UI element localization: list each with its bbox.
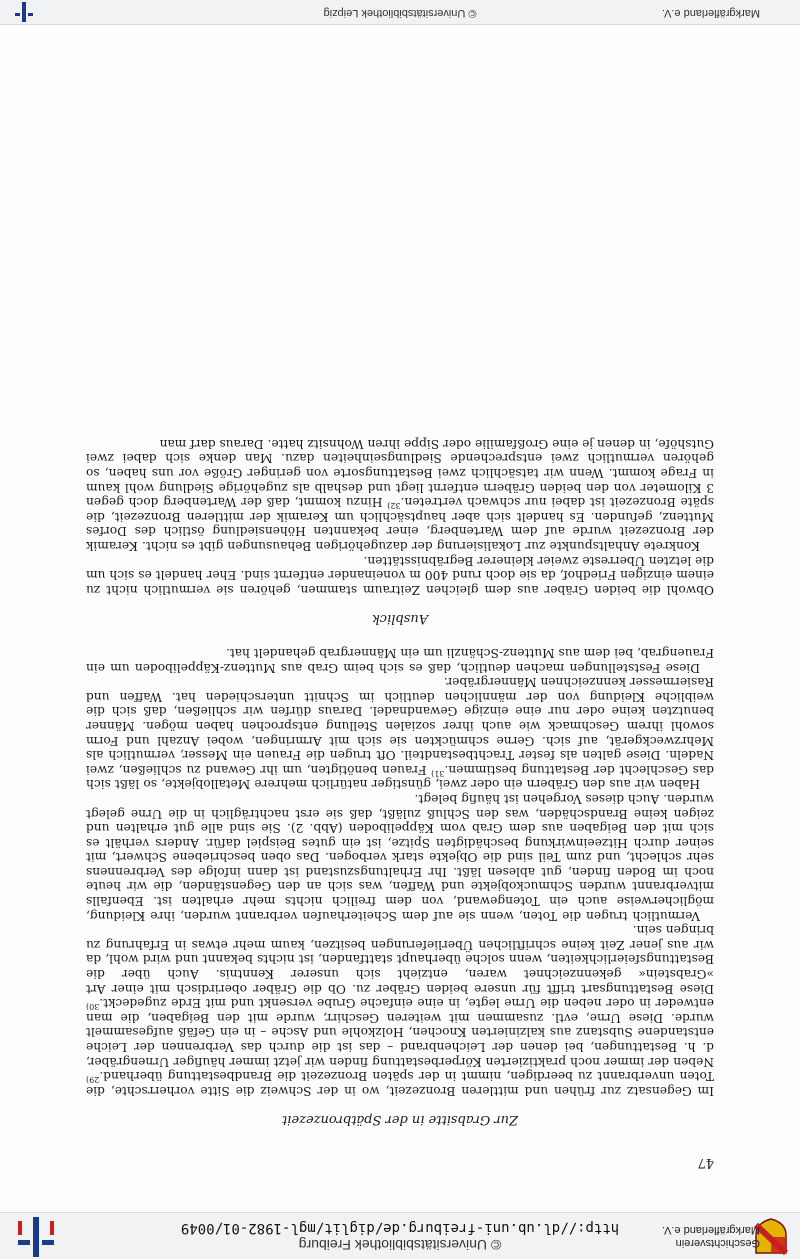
page-number: 47 (697, 1155, 714, 1170)
header-banner (0, 1212, 800, 1259)
footnote-ref: 30) (86, 1002, 100, 1012)
paragraph-text: Konkrete Anhaltspunkte zur Lokalisierung der dazugehörigen Behausungen gibt es nicht. Keramik der Bronzezeit wurde auf dem Wartenberg, einer bekannten Höhensiedlung östlich des Dorfes Muttenz, gefunden. Es handelt sich aber hauptsächlich um Keramik der mittleren Bronzezeit, die späte Bronzezeit ist dabei nur schwach vertreten. (86, 495, 714, 554)
paragraph (86, 645, 714, 674)
footer-banner (0, 0, 800, 25)
article-body (86, 436, 714, 1169)
paragraph (86, 436, 714, 553)
footnote-ref: 31) (431, 768, 445, 778)
paragraph-text: Vermutlich trugen die Toten, wenn sie auf dem Scheiterhaufen verbrannt wurden, ihre Kleidung, möglicherweise auch ein Totengewand, von dem freilich nichts mehr erhalten ist. Ebenfalls mitverbrannt wurden Schmuckobjekte und Waffen, was sich an den Gegenständen, die wir heute noch im Boden finden, gut ablesen läßt. Ihr Erhaltungszustand ist dann infolge des Verbrennens sehr schlecht, und zum Teil sind die Objekte stark verbogen. Das oben beschriebene Schwert, mit seiner durch Hitzeeinwirkung beschädigten Spitze, ist ein gutes Beispiel dafür. Anders verhält es sich mit den Beigaben aus dem Grab vom Käppeliboden (Abb. 2). Sie sind alle gut erhalten und zeigen keine Brandschäden, was den Schluß zuläßt, daß sie erst nachträglich in die Urne gelegt wurden. Auch dieses Vorgehen ist häufig belegt. (86, 791, 714, 923)
permalink-url[interactable]: http://dl.ub.uni-freiburg.de/diglit/mgl-1982-01/0049 (180, 1220, 620, 1236)
footer-society: Markgräflerland e.V. (661, 7, 760, 19)
paragraph-text: Haben wir aus den Gräbern ein oder zwei, günstiger natürlich mehrere Metallobjekte, so läßt sich das Geschlecht der Bestattung bestimmen. (86, 762, 714, 792)
section-heading-grabsitte: Zur Grabsitte in der Spätbronzezeit (282, 1112, 518, 1128)
society-name (662, 1223, 760, 1249)
paragraph-text: Im Gegensatz zur frühen und mittleren Bronzezeit, wo in der Schweiz die Sitte vorherrschte, die Toten unverbrannt zu beerdigen, nimmt in der späten Bronzezeit die Brandbestattung überhand. (86, 1069, 714, 1098)
paragraph (86, 791, 714, 922)
footer-logo-icon (14, 2, 34, 22)
banner-center (180, 1219, 620, 1253)
footer-library-credit: © Universitätsbibliothek Leipzig (323, 7, 477, 19)
society-name-line-1: Geschichtsverein (675, 1237, 760, 1249)
paragraph (86, 923, 714, 1098)
paragraph (86, 675, 714, 792)
paragraph-text: Obwohl die beiden Gräber aus dem gleichen Zeitraum stammen, gehören sie vermutlich nicht zu einem einzigen Friedhof, da sie doch rund 400 m voneinander entfernt sind. Eher handelt es sich um die letzten Überreste zweier kleinerer Begräbnisstätten. (86, 553, 714, 597)
paragraph-text: Diese Feststellungen machen deutlich, daß es sich beim Grab aus Muttenz-Käppeliboden um ein Frauengrab, bei dem aus Muttenz-Schänzli um ein Männergrab gehandelt hat. (86, 646, 714, 675)
paragraph-text: Diese Bestattungsart trifft für unsere beiden Gräber zu. Ob die Gräber oberirdisch mit einer Art »Grabstein« gekennzeichnet waren, entzieht sich unserer Kenntnis. Auch über die Bestattungsfeierlichkeiten, wenn solche überhaupt stattfanden, ist nichts bekannt und wird wohl, da wir aus jener Zeit keine schriftlichen Überlieferungen besitzen, kaum mehr etwas in Erfahrung zu bringen sein. (86, 923, 714, 996)
footnote-ref: 32) (387, 501, 401, 511)
paragraph (86, 553, 714, 597)
section-heading-ausblick: Ausblick (371, 611, 429, 627)
footnote-ref: 29) (86, 1075, 100, 1085)
paragraph-text: Frauen benötigten, um ihr Gewand zu schließen, zwei Nadeln. Diese galten als fester Trachtbestandteil. Oft trugen die Frauen ein Messer, vermutlich als Mehrzweckgerät, auf sich. Gerne schmückten sie sich mit Armringen, wobei Anzahl und Form sowohl ihrem Geschmack wie auch ihrer sozialen Stellung entsprochen haben mögen. Männer benutzten keine oder nur eine einzige Gewandnadel. Daraus dürfen wir schließen, daß sich die weibliche Kleidung von der männlichen deutlich im Schnitt unterschieden hat. Waffen und Rasiermesser kennzeichnen Männergräber. (85, 675, 714, 777)
society-name-line-2: Markgräflerland e.V. (661, 1224, 760, 1236)
library-credit: © Universitätsbibliothek Freiburg (298, 1237, 502, 1253)
library-logo-icon (14, 1217, 58, 1257)
paragraph-text: Neben der immer noch praktizierten Körperbestattung finden wir jetzt immer häufiger Urnengräber, d. h. Bestattungen, bei denen der Leichenbrand – das ist die durch das Verbrennen der Leiche entstandene Substanz aus kalzinierten Knochen, Holzkohle und Asche – in ein Gefäß aufgesammelt wurde. Diese Urne, evtl. zusammen mit weiteren Geschirr, wurde mit den Beigaben, die man entweder in oder neben die Urne legte, in eine einfache Grube versenkt und mit Erde zugedeckt. (86, 996, 714, 1069)
paragraph-text: Hinzu kommt, daß der Wartenberg doch gegen 3 Kilometer von den beiden Gräbern entfernt liegt und deshalb als zugehörige Siedlung wohl kaum in Frage kommt. Wenn wir tatsächlich zwei Bestattungsorte von geringer Größe vor uns haben, so gehören vermutlich zwei entsprechende Siedlungseinheiten dazu. Man denke sich dabei zwei Gutshöfe, in denen je eine Großfamilie oder Sippe ihren Wohnsitz hatte. Daraus darf man (86, 436, 714, 510)
